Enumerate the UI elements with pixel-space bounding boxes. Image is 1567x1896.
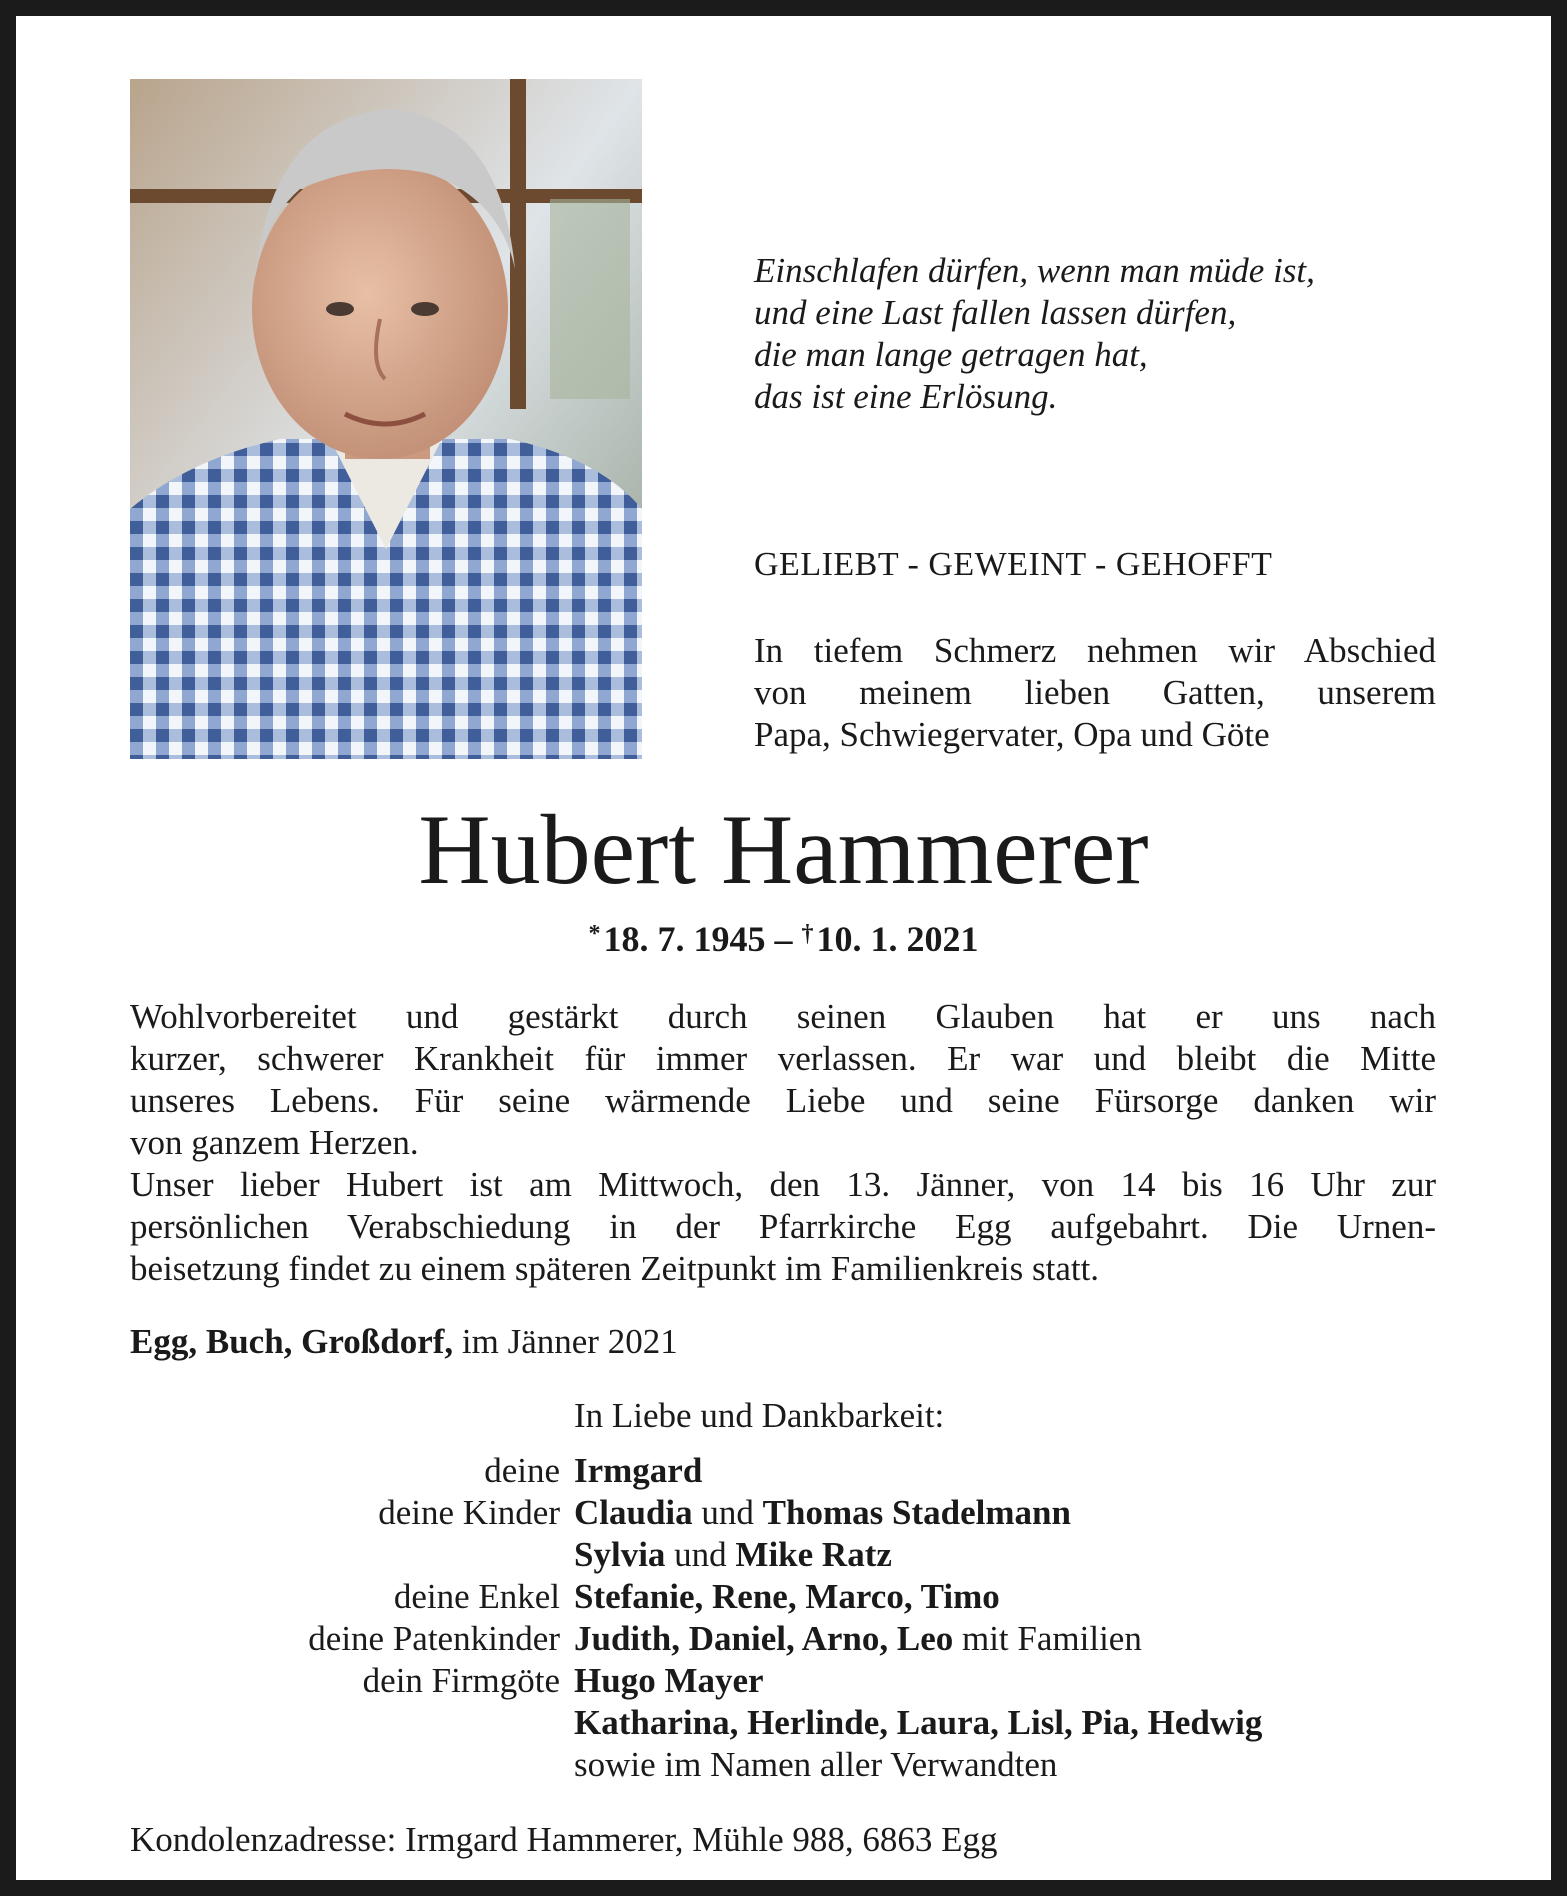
quote (754, 250, 1454, 418)
place-date: im Jänner 2021 (453, 1322, 678, 1361)
date-separator: – (765, 919, 802, 959)
quote-line: und eine Last fallen lassen dürfen, (754, 293, 1237, 332)
mourner-name: Claudia (574, 1493, 693, 1532)
mourner-names (574, 1534, 1460, 1576)
death-mark: † (801, 921, 814, 947)
mourner-role (130, 1702, 574, 1744)
quote-line: das ist eine Erlösung. (754, 377, 1058, 416)
thanks-heading: In Liebe und Dankbarkeit: (574, 1396, 945, 1435)
life-dates (0, 918, 1567, 960)
mourner-row (130, 1618, 1460, 1660)
mourner-names (574, 1576, 1460, 1618)
mourner-row (130, 1534, 1460, 1576)
mourner-row (130, 1576, 1460, 1618)
condolence-address: Kondolenzadresse: Irmgard Hammerer, Mühle 988, 6863 Egg (130, 1820, 998, 1859)
body-line: kurzer, schwerer Krankheit für immer verlassen. Er war und bleibt die Mitte (130, 1039, 1436, 1078)
mourner-role: deine (484, 1451, 560, 1490)
mourner-connector: und (665, 1535, 736, 1574)
mourner-name: Katharina, Herlinde, Laura, Lisl, Pia, Hedwig (574, 1703, 1263, 1742)
mourner-name: Thomas Stadelmann (762, 1493, 1071, 1532)
mourner-name: Stefanie, Rene, Marco, Timo (574, 1577, 1000, 1616)
mourner-role: deine Kinder (378, 1493, 560, 1532)
mourner-name: Mike Ratz (735, 1535, 892, 1574)
intro-line: In tiefem Schmerz nehmen wir Abschied (754, 631, 1436, 670)
place-and-date (130, 1322, 678, 1362)
mourner-role: deine Enkel (393, 1577, 560, 1616)
portrait-photo (130, 79, 642, 759)
quote-line: die man lange getragen hat, (754, 335, 1148, 374)
mourner-row (130, 1450, 1460, 1492)
mourner-row (130, 1702, 1460, 1744)
intro-text (754, 630, 1436, 756)
body-line: von ganzem Herzen. (130, 1123, 419, 1162)
body-line: Wohlvorbereitet und gestärkt durch seinen Glauben hat er uns nach (130, 997, 1436, 1036)
intro-line: von meinem lieben Gatten, unserem (754, 673, 1436, 712)
body-line: unseres Lebens. Für seine wärmende Liebe und seine Fürsorge danken wir (130, 1081, 1436, 1120)
place-names: Egg, Buch, Großdorf, (130, 1322, 454, 1361)
obituary-text (130, 996, 1436, 1290)
mourner-name: Sylvia (574, 1535, 666, 1574)
mourner-names (574, 1450, 1460, 1492)
mourner-name: Judith, Daniel, Arno, Leo (574, 1619, 954, 1658)
mourner-role: deine Patenkinder (308, 1619, 560, 1658)
mourner-connector: sowie im Namen aller Verwandten (574, 1745, 1058, 1784)
mourner-names (574, 1702, 1460, 1744)
body-line: persönlichen Verabschiedung in der Pfarrkirche Egg aufgebahrt. Die Urnen- (130, 1207, 1436, 1246)
mourner-row (130, 1492, 1460, 1534)
mourner-name: Irmgard (574, 1451, 703, 1490)
mourner-names (574, 1744, 1460, 1786)
motto: GELIEBT - GEWEINT - GEHOFFT (754, 546, 1273, 583)
intro-line: Papa, Schwiegervater, Opa und Göte (754, 715, 1270, 754)
body-line: Unser lieber Hubert ist am Mittwoch, den 13. Jänner, von 14 bis 16 Uhr zur (130, 1165, 1436, 1204)
body-line: beisetzung findet zu einem späteren Zeitpunkt im Familienkreis statt. (130, 1249, 1100, 1288)
mourner-row (130, 1744, 1460, 1786)
deceased-name: Hubert Hammerer (418, 794, 1149, 905)
mourner-role (130, 1744, 574, 1786)
mourners-list (130, 1450, 1460, 1786)
birth-mark: * (588, 921, 601, 947)
mourner-name: Hugo Mayer (574, 1661, 764, 1700)
quote-line: Einschlafen dürfen, wenn man müde ist, (754, 251, 1315, 290)
mourner-names (574, 1492, 1460, 1534)
mourner-connector: und (692, 1493, 763, 1532)
death-date: 10. 1. 2021 (816, 919, 979, 959)
mourner-row (130, 1660, 1460, 1702)
mourner-connector: mit Familien (953, 1619, 1142, 1658)
mourner-role: dein Firmgöte (362, 1661, 560, 1700)
birth-date: 18. 7. 1945 (603, 919, 766, 959)
mourner-names (574, 1660, 1460, 1702)
mourner-names (574, 1618, 1460, 1660)
mourner-role (130, 1534, 574, 1576)
